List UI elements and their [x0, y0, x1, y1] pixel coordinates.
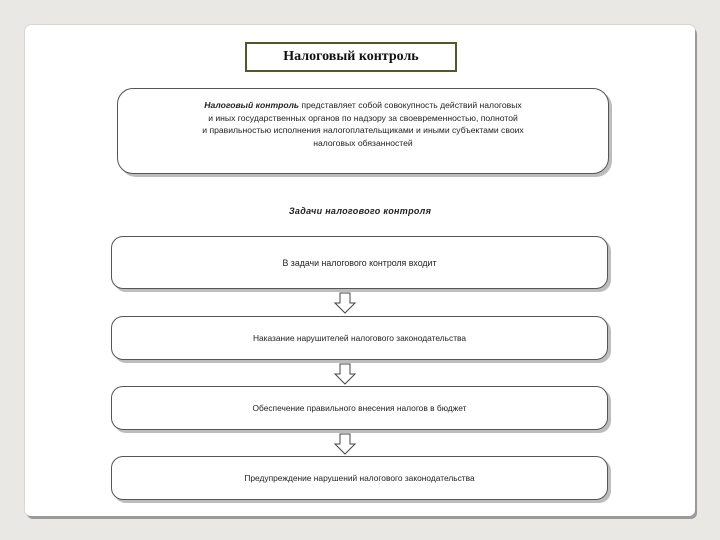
definition-line-4: налоговых обязанностей [313, 137, 413, 148]
definition-term: Налоговый контроль [204, 100, 300, 110]
definition-line-3: и правильностью исполнения налогоплательщиками и иными субъектами своих [202, 125, 524, 135]
page-title: Налоговый контроль [283, 49, 419, 64]
task-label: В задачи налогового контроля входит [282, 257, 437, 268]
down-arrow-icon [333, 433, 357, 455]
down-arrow-icon [333, 363, 357, 385]
task-box-punishment [111, 316, 608, 360]
task-box-budget [111, 386, 608, 430]
definition-line-2: и иных государственных органов по надзору за своевременностью, полнотой [208, 112, 518, 123]
task-label: Обеспечение правильного внесения налогов в бюджет [252, 403, 467, 413]
task-label: Наказание нарушителей налогового законодательства [252, 333, 467, 343]
definition-line-1-rest: представляет собой совокупность действий налоговых [299, 100, 522, 110]
task-label: Предупреждение нарушений налогового законодательства [244, 473, 475, 483]
definition-box [117, 88, 609, 174]
task-box-prevention [111, 456, 608, 500]
down-arrow-icon [333, 292, 357, 314]
title-box [245, 42, 457, 72]
task-box-intro [111, 236, 608, 289]
tasks-heading: Задачи налогового контроля [288, 206, 432, 216]
definition-line-1 [126, 99, 600, 112]
